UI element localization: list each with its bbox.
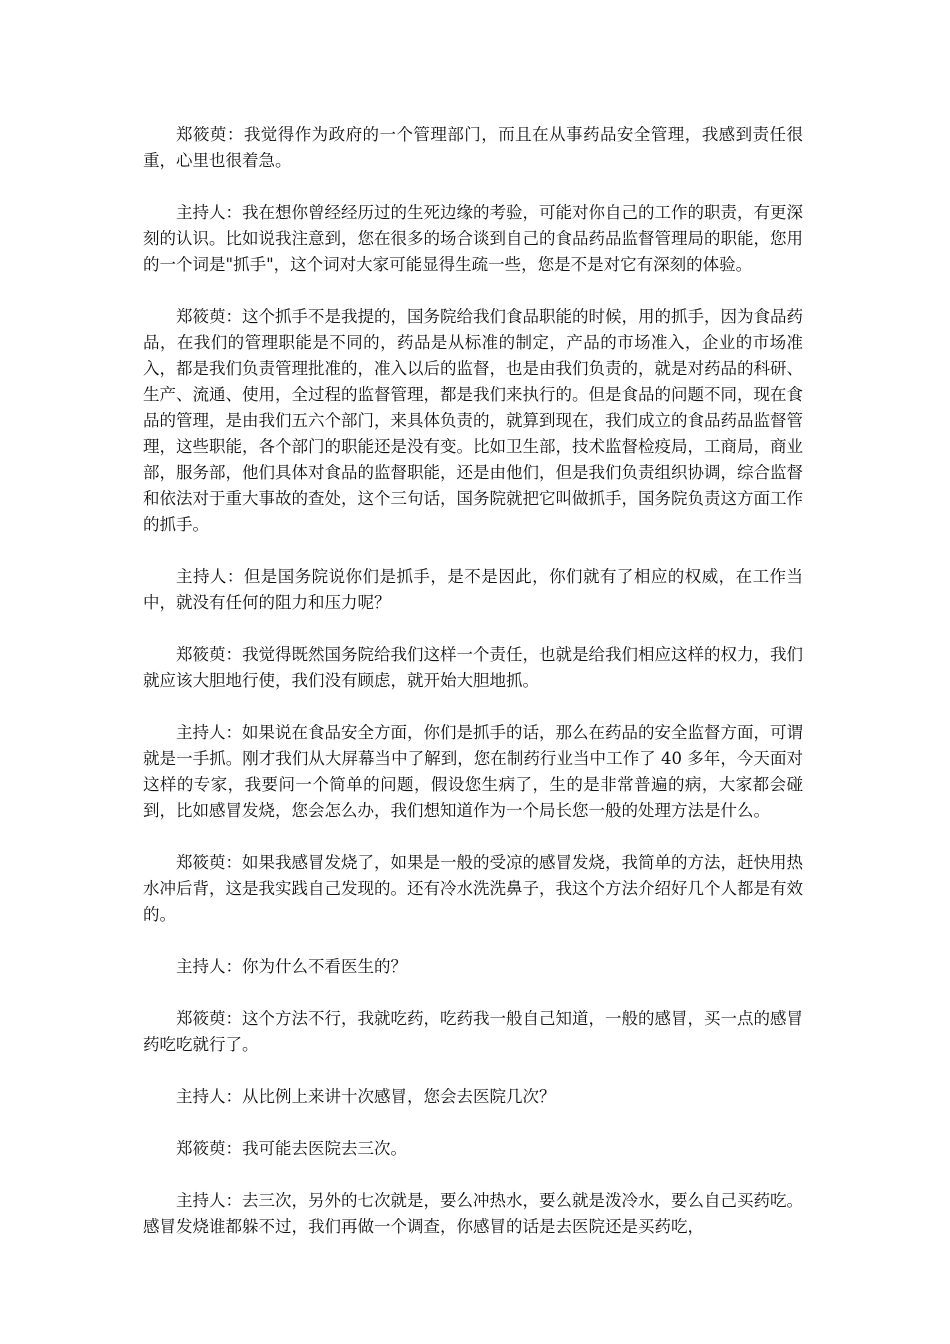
paragraph-3: 郑筱萸：这个抓手不是我提的，国务院给我们食品职能的时候，用的抓手，因为食品药品，在我们的管理职能是不同的，药品是从标准的制定，产品的市场准入，企业的市场准入，都是我们负责管理批准的，准入以后的监督，也是由我们负责的，就是对药品的科研、生产、流通、使用，全过程的监督管理，都是我们来执行的。但是食品的问题不同，现在食品的管理，是由我们五六个部门，来具体负责的，就算到现在，我们成立的食品药品监督管理，这些职能，各个部门的职能还是没有变。比如卫生部，技术监督检疫局，工商局，商业部，服务部，他们具体对食品的监督职能，还是由他们，但是我们负责组织协调，综合监督和依法对于重大事故的查处，这个三句话，国务院就把它叫做抓手，国务院负责这方面工作的抓手。 <box>143 307 803 534</box>
paragraph-9: 郑筱萸：这个方法不行，我就吃药，吃药我一般自己知道，一般的感冒，买一点的感冒药吃吃就行了。 <box>143 1009 803 1054</box>
paragraph-11: 郑筱萸：我可能去医院去三次。 <box>176 1139 407 1158</box>
paragraph-8: 主持人：你为什么不看医生的？ <box>176 957 407 976</box>
paragraph-1: 郑筱萸：我觉得作为政府的一个管理部门，而且在从事药品安全管理，我感到责任很重，心里也很着急。 <box>143 125 803 170</box>
paragraph-4: 主持人：但是国务院说你们是抓手，是不是因此，你们就有了相应的权威，在工作当中，就没有任何的阻力和压力呢？ <box>143 567 803 612</box>
paragraph-12: 主持人：去三次，另外的七次就是，要么冲热水，要么就是泼冷水，要么自己买药吃。感冒发烧谁都躲不过，我们再做一个调查，你感冒的话是去医院还是买药吃， <box>143 1191 803 1236</box>
paragraph-6: 主持人：如果说在食品安全方面，你们是抓手的话，那么在药品的安全监督方面，可谓就是一手抓。刚才我们从大屏幕当中了解到，您在制药行业当中工作了 40 多年，今天面对这样的专家，我要问一个简单的问题，假设您生病了，生的是非常普遍的病，大家都会碰到，比如感冒发烧，您会怎么办，我们想知道作为一个局长您一般的处理方法是什么。 <box>143 723 803 820</box>
paragraph-5: 郑筱萸：我觉得既然国务院给我们这样一个责任，也就是给我们相应这样的权力，我们就应该大胆地行使，我们没有顾虑，就开始大胆地抓。 <box>143 645 803 690</box>
document-page <box>143 122 803 1266</box>
paragraph-2: 主持人：我在想你曾经经历过的生死边缘的考验，可能对你自己的工作的职责，有更深刻的认识。比如说我注意到，您在很多的场合谈到自己的食品药品监督管理局的职能，您用的一个词是"抓手"，这个词对大家可能显得生疏一些，您是不是对它有深刻的体验。 <box>143 203 803 274</box>
paragraph-7: 郑筱萸：如果我感冒发烧了，如果是一般的受凉的感冒发烧，我简单的方法，赶快用热水冲后背，这是我实践自己发现的。还有冷水洗洗鼻子，我这个方法介绍好几个人都是有效的。 <box>143 853 803 924</box>
paragraph-10: 主持人：从比例上来讲十次感冒，您会去医院几次？ <box>176 1087 556 1106</box>
